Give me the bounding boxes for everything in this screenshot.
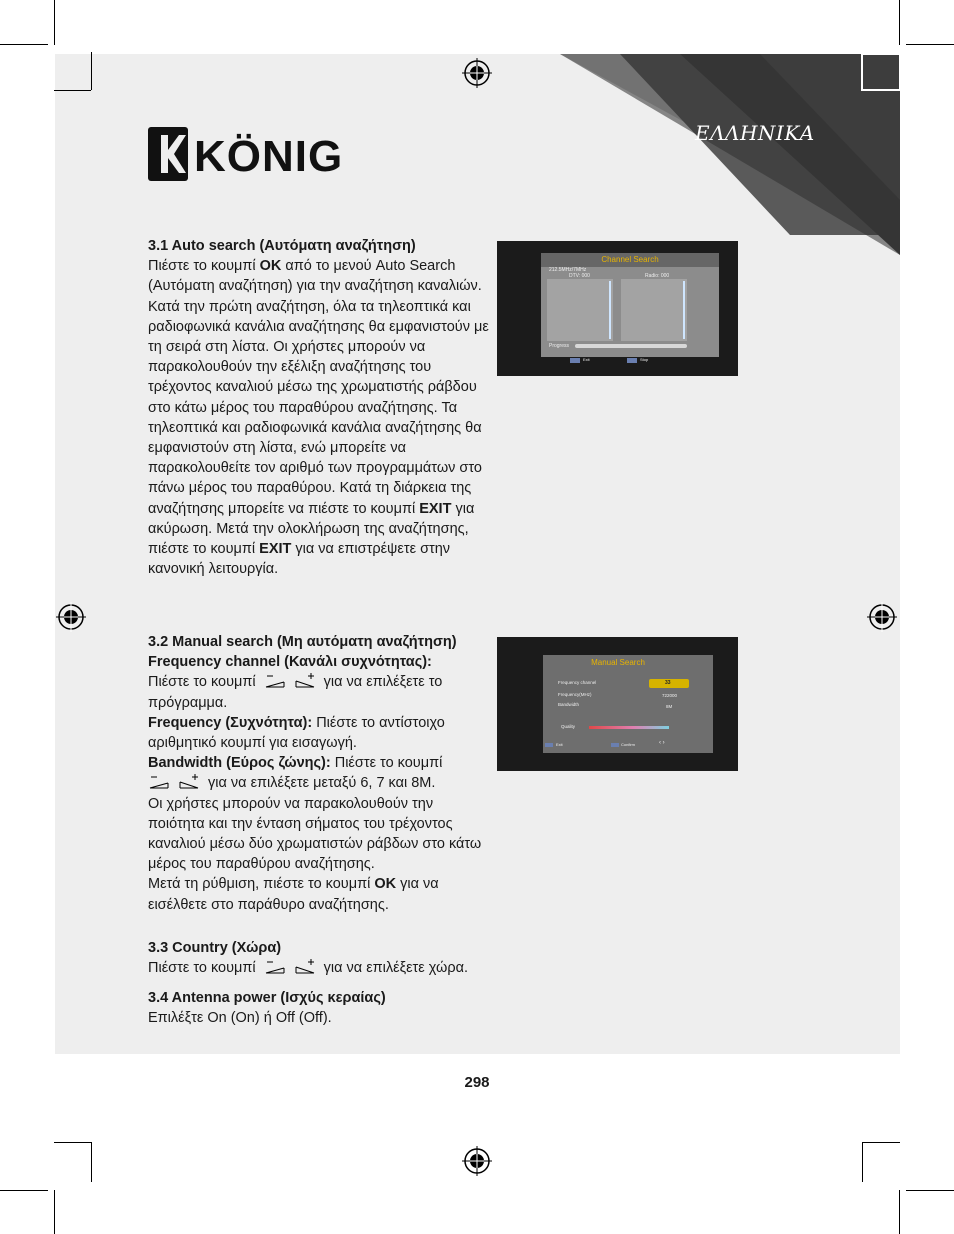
channel-search-screenshot: Channel Search 212.5MHz/7MHz DTV: 000 Radio: 000 Progress Exit Stop xyxy=(497,241,738,376)
minus-button-icon xyxy=(264,673,286,689)
konig-logo-icon xyxy=(148,127,354,183)
crop-mark xyxy=(906,1190,954,1191)
minus-button-icon xyxy=(148,774,170,790)
crop-mark xyxy=(91,52,92,90)
crop-mark xyxy=(91,1142,92,1182)
field-label: Frequency channel (Κανάλι συχνότητας): xyxy=(148,654,432,671)
screen-title: Channel Search xyxy=(601,255,659,264)
crop-mark xyxy=(54,1190,55,1234)
crop-mark xyxy=(862,1142,900,1143)
crop-mark xyxy=(862,1142,863,1182)
section-3-2: 3.2 Manual search (Μη αυτόματη αναζήτηση) Frequency channel (Κανάλι συχνότητας): Πιέστε το κουμπί για να επιλέξετε το πρόγραμμα. Frequency (Συχνότητα): Πιέστε το αντίστοιχο αριθμητικό κουμπί για εισαγωγή. Bandwidth (Εύρος ζώνης): Πιέστε το κουμπί για να επιλέξετε μεταξύ 6, 7 και 8M. Οι χρήστες μπορούν να παρακολουθούν την ποιότητα και την ένταση σήματος του τρέχοντος καναλιού μέσω δύο χρωματιστών ράβδων στο κάτω μέρος του παραθύρου αναζήτησης. Μετά τη ρύθμιση, πιέστε το κουμπί OK για να εισέλθετε στο παράθυρο αναζήτησης. xyxy=(148,632,493,915)
registration-mark-icon xyxy=(462,58,492,88)
left-right-arrows-icon: ‹ › xyxy=(659,740,665,746)
crop-mark xyxy=(54,0,55,45)
page-number: 298 xyxy=(464,1074,490,1091)
plus-button-icon xyxy=(294,673,316,689)
section-body: Πιέστε το κουμπί OK από το μενού Auto Search (Αυτόματη αναζήτηση) για την αναζήτηση καναλιών. Κατά την πρώτη αναζήτηση, όλα τα τηλεοπτικά και ραδιοφωνικά κανάλια αναζήτησης θα εμφανιστούν με τη σειρά στη λίστα. Οι χρήστες μπορούν να παρακολουθούν την εξέλιξη αναζήτησης του τρέχοντος καναλιού μέσω της χρωματιστής ράβδου στο κάτω μέρος του παραθύρου αναζήτησης. Τα τηλεοπτικά και ραδιοφωνικά κανάλια αναζήτησης θα εμφανιστούν στη λίστα, ενώ μπορείτε να παρακολουθείτε τον αριθμό των προγραμμάτων στο πάνω μέρος του παραθύρου. Κατά τη διάρκεια της αναζήτησης μπορείτε να πιέστε το κουμπί EXIT για ακύρωση. Μετά την ολοκλήρωση της αναζήτησης, πιέστε το κουμπί EXIT για να επιστρέψετε στην κανονική λειτουργία. xyxy=(148,258,489,578)
crop-mark xyxy=(899,0,900,45)
crop-mark xyxy=(906,44,954,45)
registration-mark-icon xyxy=(462,1146,492,1176)
section-heading: 3.3 Country (Χώρα) xyxy=(148,940,282,956)
brand-name: KÖNIG xyxy=(194,132,344,181)
section-heading: 3.2 Manual search (Μη αυτόματη αναζήτηση) xyxy=(148,634,457,650)
language-label: ΕΛΛΗΝΙΚΑ xyxy=(695,121,815,145)
section-heading: 3.1 Auto search (Αυτόματη αναζήτηση) xyxy=(148,238,416,254)
plus-button-icon xyxy=(294,959,316,975)
registration-mark-icon xyxy=(56,602,86,632)
section-3-4: 3.4 Antenna power (Ισχύς κεραίας) Επιλέξτε On (On) ή Off (Off). xyxy=(148,988,493,1028)
crop-mark xyxy=(0,44,48,45)
manual-search-screenshot: Manual Search Frequency channel 33 Frequency(MHz) 722000 Bandwidth 8M Quality Exit Confirm ‹ › xyxy=(497,637,738,771)
registration-mark-icon xyxy=(867,602,897,632)
section-3-3: 3.3 Country (Χώρα) Πιέστε το κουμπί για να επιλέξετε χώρα. xyxy=(148,938,493,978)
minus-button-icon xyxy=(264,959,286,975)
section-heading: 3.4 Antenna power (Ισχύς κεραίας) xyxy=(148,990,386,1006)
crop-mark xyxy=(0,1190,48,1191)
plus-button-icon xyxy=(178,774,200,790)
section-body: Πιέστε το κουμπί για να επιλέξετε το πρόγραμμα. xyxy=(148,674,443,711)
crop-mark xyxy=(54,90,91,91)
screen-title: Manual Search xyxy=(591,658,645,667)
crop-mark xyxy=(899,1190,900,1234)
brand-logo xyxy=(148,127,354,188)
section-3-1 xyxy=(148,236,493,579)
crop-mark xyxy=(54,1142,91,1143)
